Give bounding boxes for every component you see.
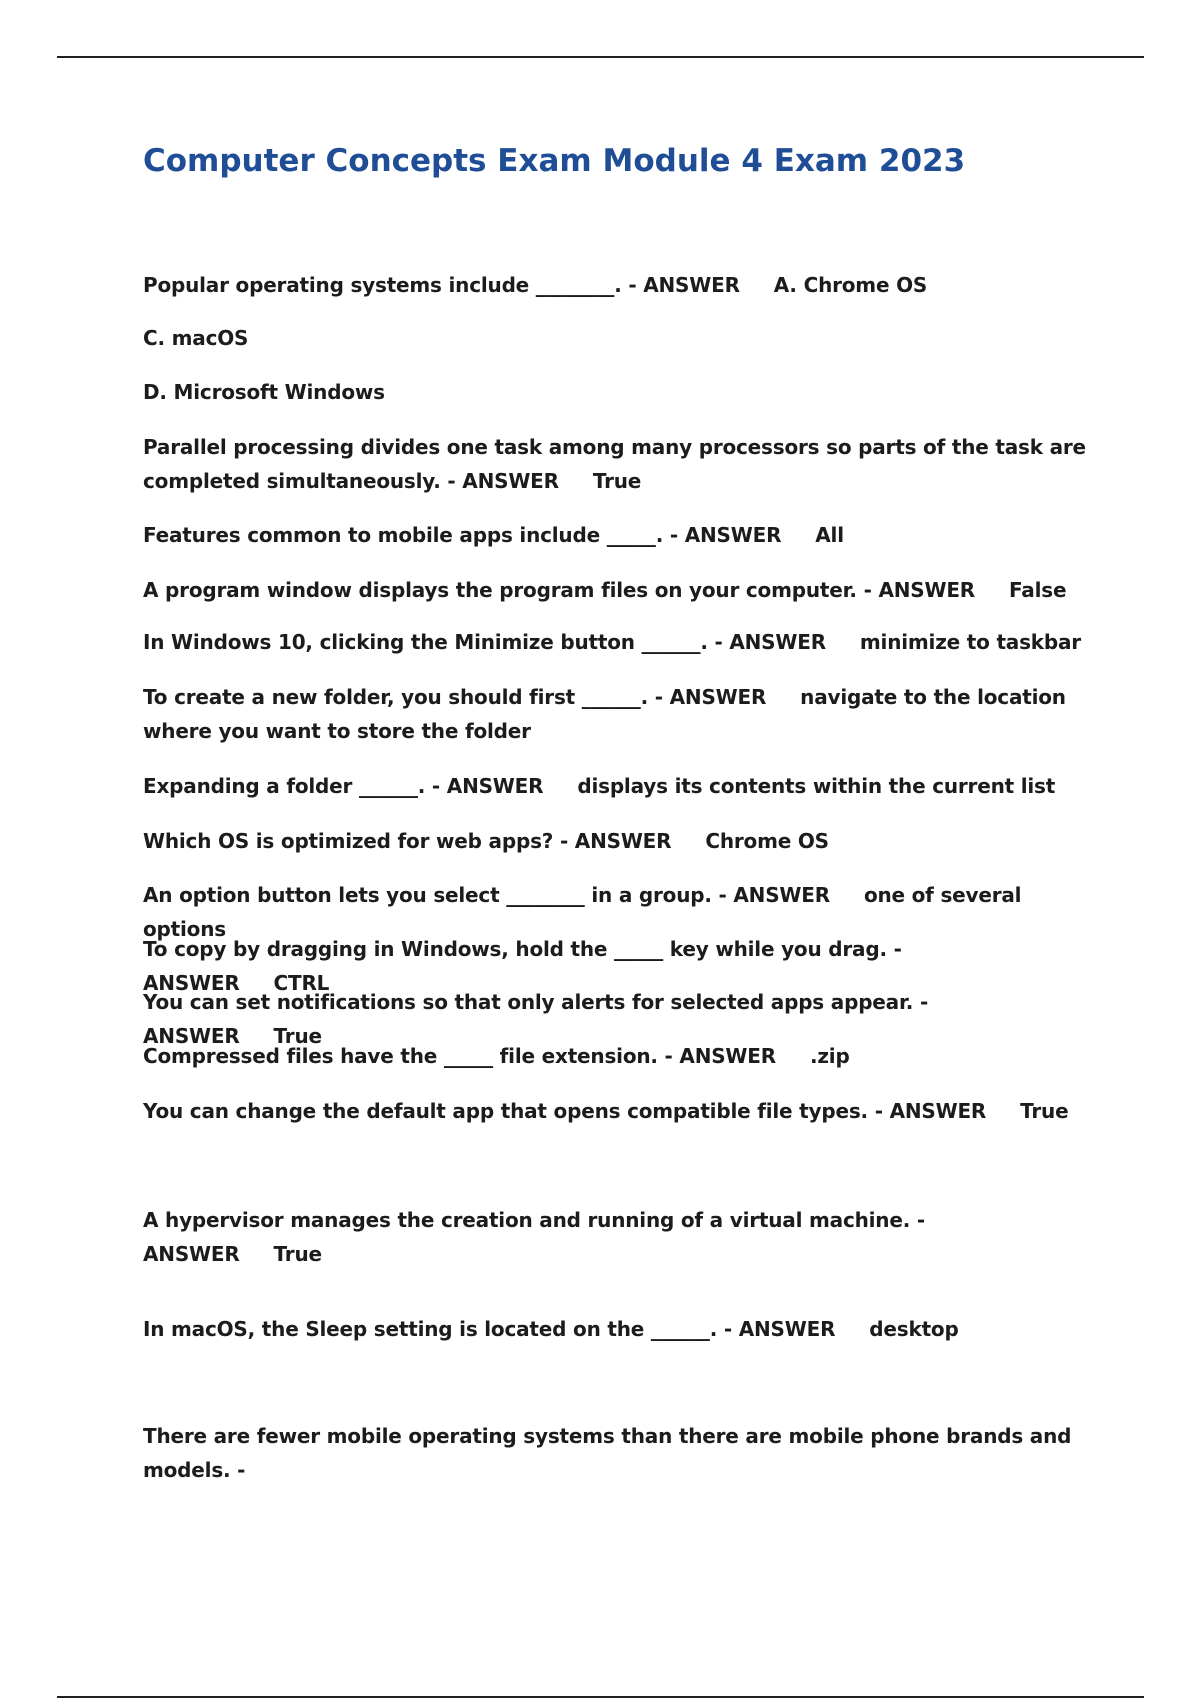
question-text: You can change the default app that opens compatible file types. - ANSWER (143, 1099, 987, 1123)
answer-text: displays its contents within the current list (577, 774, 1056, 798)
question-text: A hypervisor manages the creation and running of a virtual machine. - ANSWER (143, 1208, 925, 1266)
qa-item-5 (143, 518, 1093, 552)
question-text: You can set notifications so that only alerts for selected apps appear. - ANSWER (143, 990, 929, 1048)
qa-item-10 (143, 824, 1093, 858)
qa-item-16 (143, 1203, 1093, 1271)
answer-text: True (1020, 1099, 1069, 1123)
question-text: To copy by dragging in Windows, hold the _____ key while you drag. - ANSWER (143, 937, 902, 995)
qa-item-6 (143, 573, 1093, 607)
bottom-rule (57, 1696, 1144, 1698)
question-text: C. macOS (143, 326, 249, 350)
question-text: D. Microsoft Windows (143, 380, 385, 404)
qa-item-1 (143, 268, 1093, 302)
document-title: Computer Concepts Exam Module 4 Exam 2023 (143, 143, 966, 179)
question-text: Which OS is optimized for web apps? - ANSWER (143, 829, 672, 853)
answer-text: one of several options (143, 883, 1022, 941)
answer-text: desktop (869, 1317, 959, 1341)
answer-text: .zip (809, 1044, 850, 1068)
answer-text: Chrome OS (705, 829, 829, 853)
qa-item-7 (143, 625, 1093, 659)
qa-item-18 (143, 1419, 1093, 1487)
qa-item-4 (143, 430, 1093, 498)
question-text: Compressed files have the _____ file extension. - ANSWER (143, 1044, 776, 1068)
question-text: Popular operating systems include ________. - ANSWER (143, 273, 740, 297)
question-text: Expanding a folder ______. - ANSWER (143, 774, 544, 798)
qa-item-14 (143, 1039, 1093, 1073)
question-text: Parallel processing divides one task among many processors so parts of the task are completed simultaneously. - ANSWER (143, 435, 1086, 493)
question-text: In Windows 10, clicking the Minimize button ______. - ANSWER (143, 630, 826, 654)
qa-item-9 (143, 769, 1093, 803)
answer-text: CTRL (273, 971, 330, 995)
question-text: An option button lets you select ________ in a group. - ANSWER (143, 883, 830, 907)
qa-item-3 (143, 375, 1093, 409)
qa-item-8 (143, 680, 1093, 748)
question-text: There are fewer mobile operating systems than there are mobile phone brands and models. - (143, 1424, 1072, 1482)
answer-text: All (815, 523, 844, 547)
question-text: A program window displays the program files on your computer. - ANSWER (143, 578, 975, 602)
answer-text: navigate to the location where you want to store the folder (143, 685, 1066, 743)
question-text: In macOS, the Sleep setting is located on the ______. - ANSWER (143, 1317, 836, 1341)
answer-text: True (592, 469, 642, 493)
top-rule (57, 56, 1144, 58)
answer-text: minimize to taskbar (859, 630, 1081, 654)
answer-text: False (1009, 578, 1067, 602)
qa-item-15 (143, 1094, 1093, 1128)
answer-text: True (273, 1024, 322, 1048)
answer-text: True (273, 1242, 322, 1266)
question-text: Features common to mobile apps include _____. - ANSWER (143, 523, 782, 547)
answer-text: A. Chrome OS (773, 273, 928, 297)
qa-item-17 (143, 1312, 1093, 1346)
question-text: To create a new folder, you should first ______. - ANSWER (143, 685, 767, 709)
qa-item-2 (143, 321, 1093, 355)
